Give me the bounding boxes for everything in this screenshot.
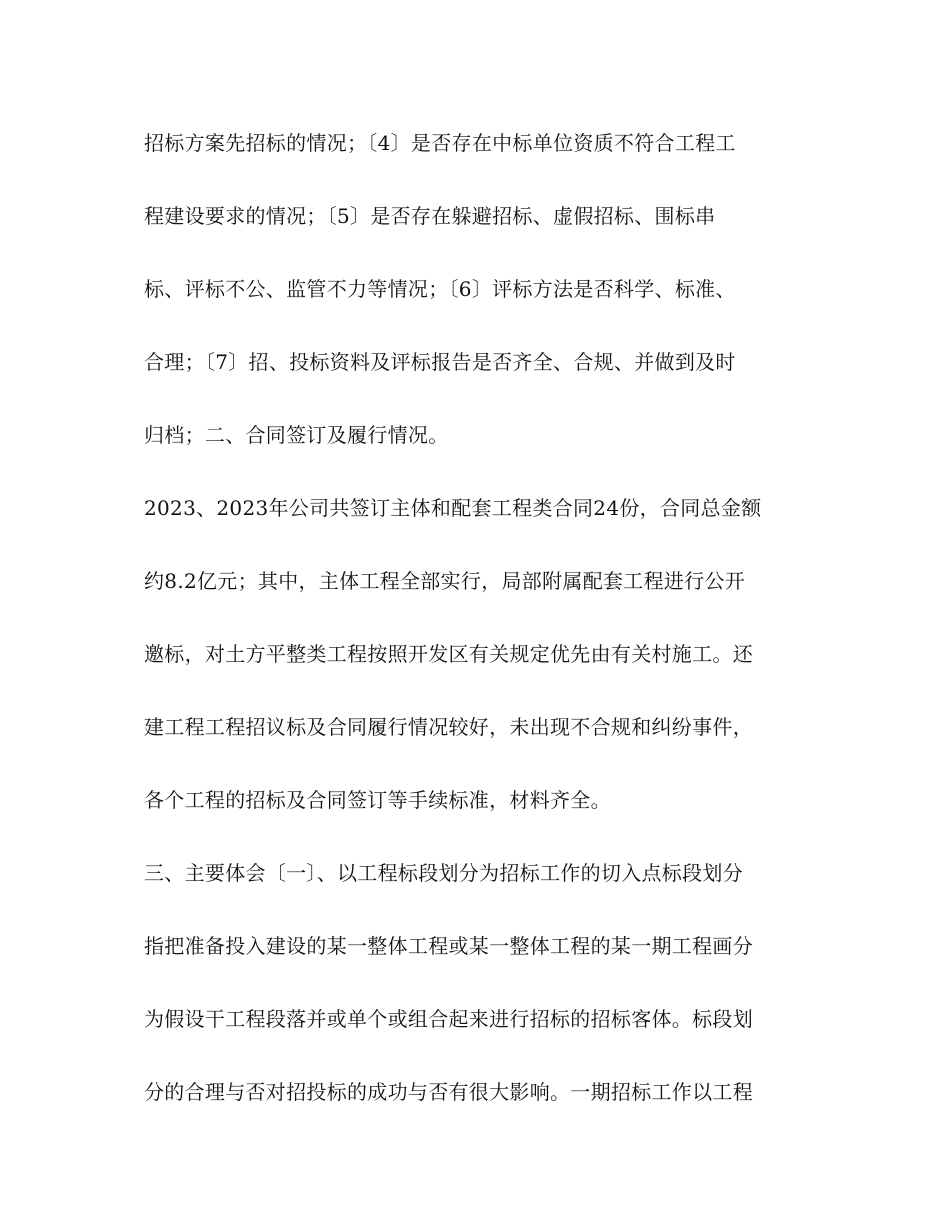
paragraph-line: 为假设干工程段落并或单个或组合起来进行招标的招标客体。标段划 (144, 1007, 753, 1031)
paragraph-line: 指把准备投入建设的某一整体工程或某一整体工程的某一期工程画分 (144, 934, 753, 958)
paragraph-line: 程建设要求的情况；〔5〕是否存在躲避招标、虚假招标、围标串 (144, 204, 716, 228)
paragraph-line: 2023、2023年公司共签订主体和配套工程类合同24份，合同总金额 (144, 496, 762, 520)
paragraph-line: 招标方案先招标的情况；〔4〕是否存在中标单位资质不符合工程工 (144, 131, 736, 155)
paragraph-line: 分的合理与否对招投标的成功与否有很大影响。一期招标工作以工程 (144, 1080, 753, 1104)
paragraph-line: 约8.2亿元；其中，主体工程全部实行，局部附属配套工程进行公开 (144, 569, 746, 593)
paragraph-line: 建工程工程招议标及合同履行情况较好，未出现不合规和纠纷事件， (144, 715, 753, 739)
paragraph-line: 合理；〔7〕招、投标资料及评标报告是否齐全、合规、并做到及时 (144, 350, 736, 374)
paragraph-line: 三、主要体会〔一〕、以工程标段划分为招标工作的切入点标段划分 (144, 861, 743, 885)
paragraph-line: 邀标，对土方平整类工程按照开发区有关规定优先由有关村施工。还 (144, 642, 753, 666)
paragraph-line: 各个工程的招标及合同签订等手续标准，材料齐全。 (144, 788, 611, 812)
paragraph-line: 标、评标不公、监管不力等情况；〔6〕评标方法是否科学、标准、 (144, 277, 736, 301)
paragraph-line: 归档；二、合同签订及履行情况。 (144, 423, 449, 447)
